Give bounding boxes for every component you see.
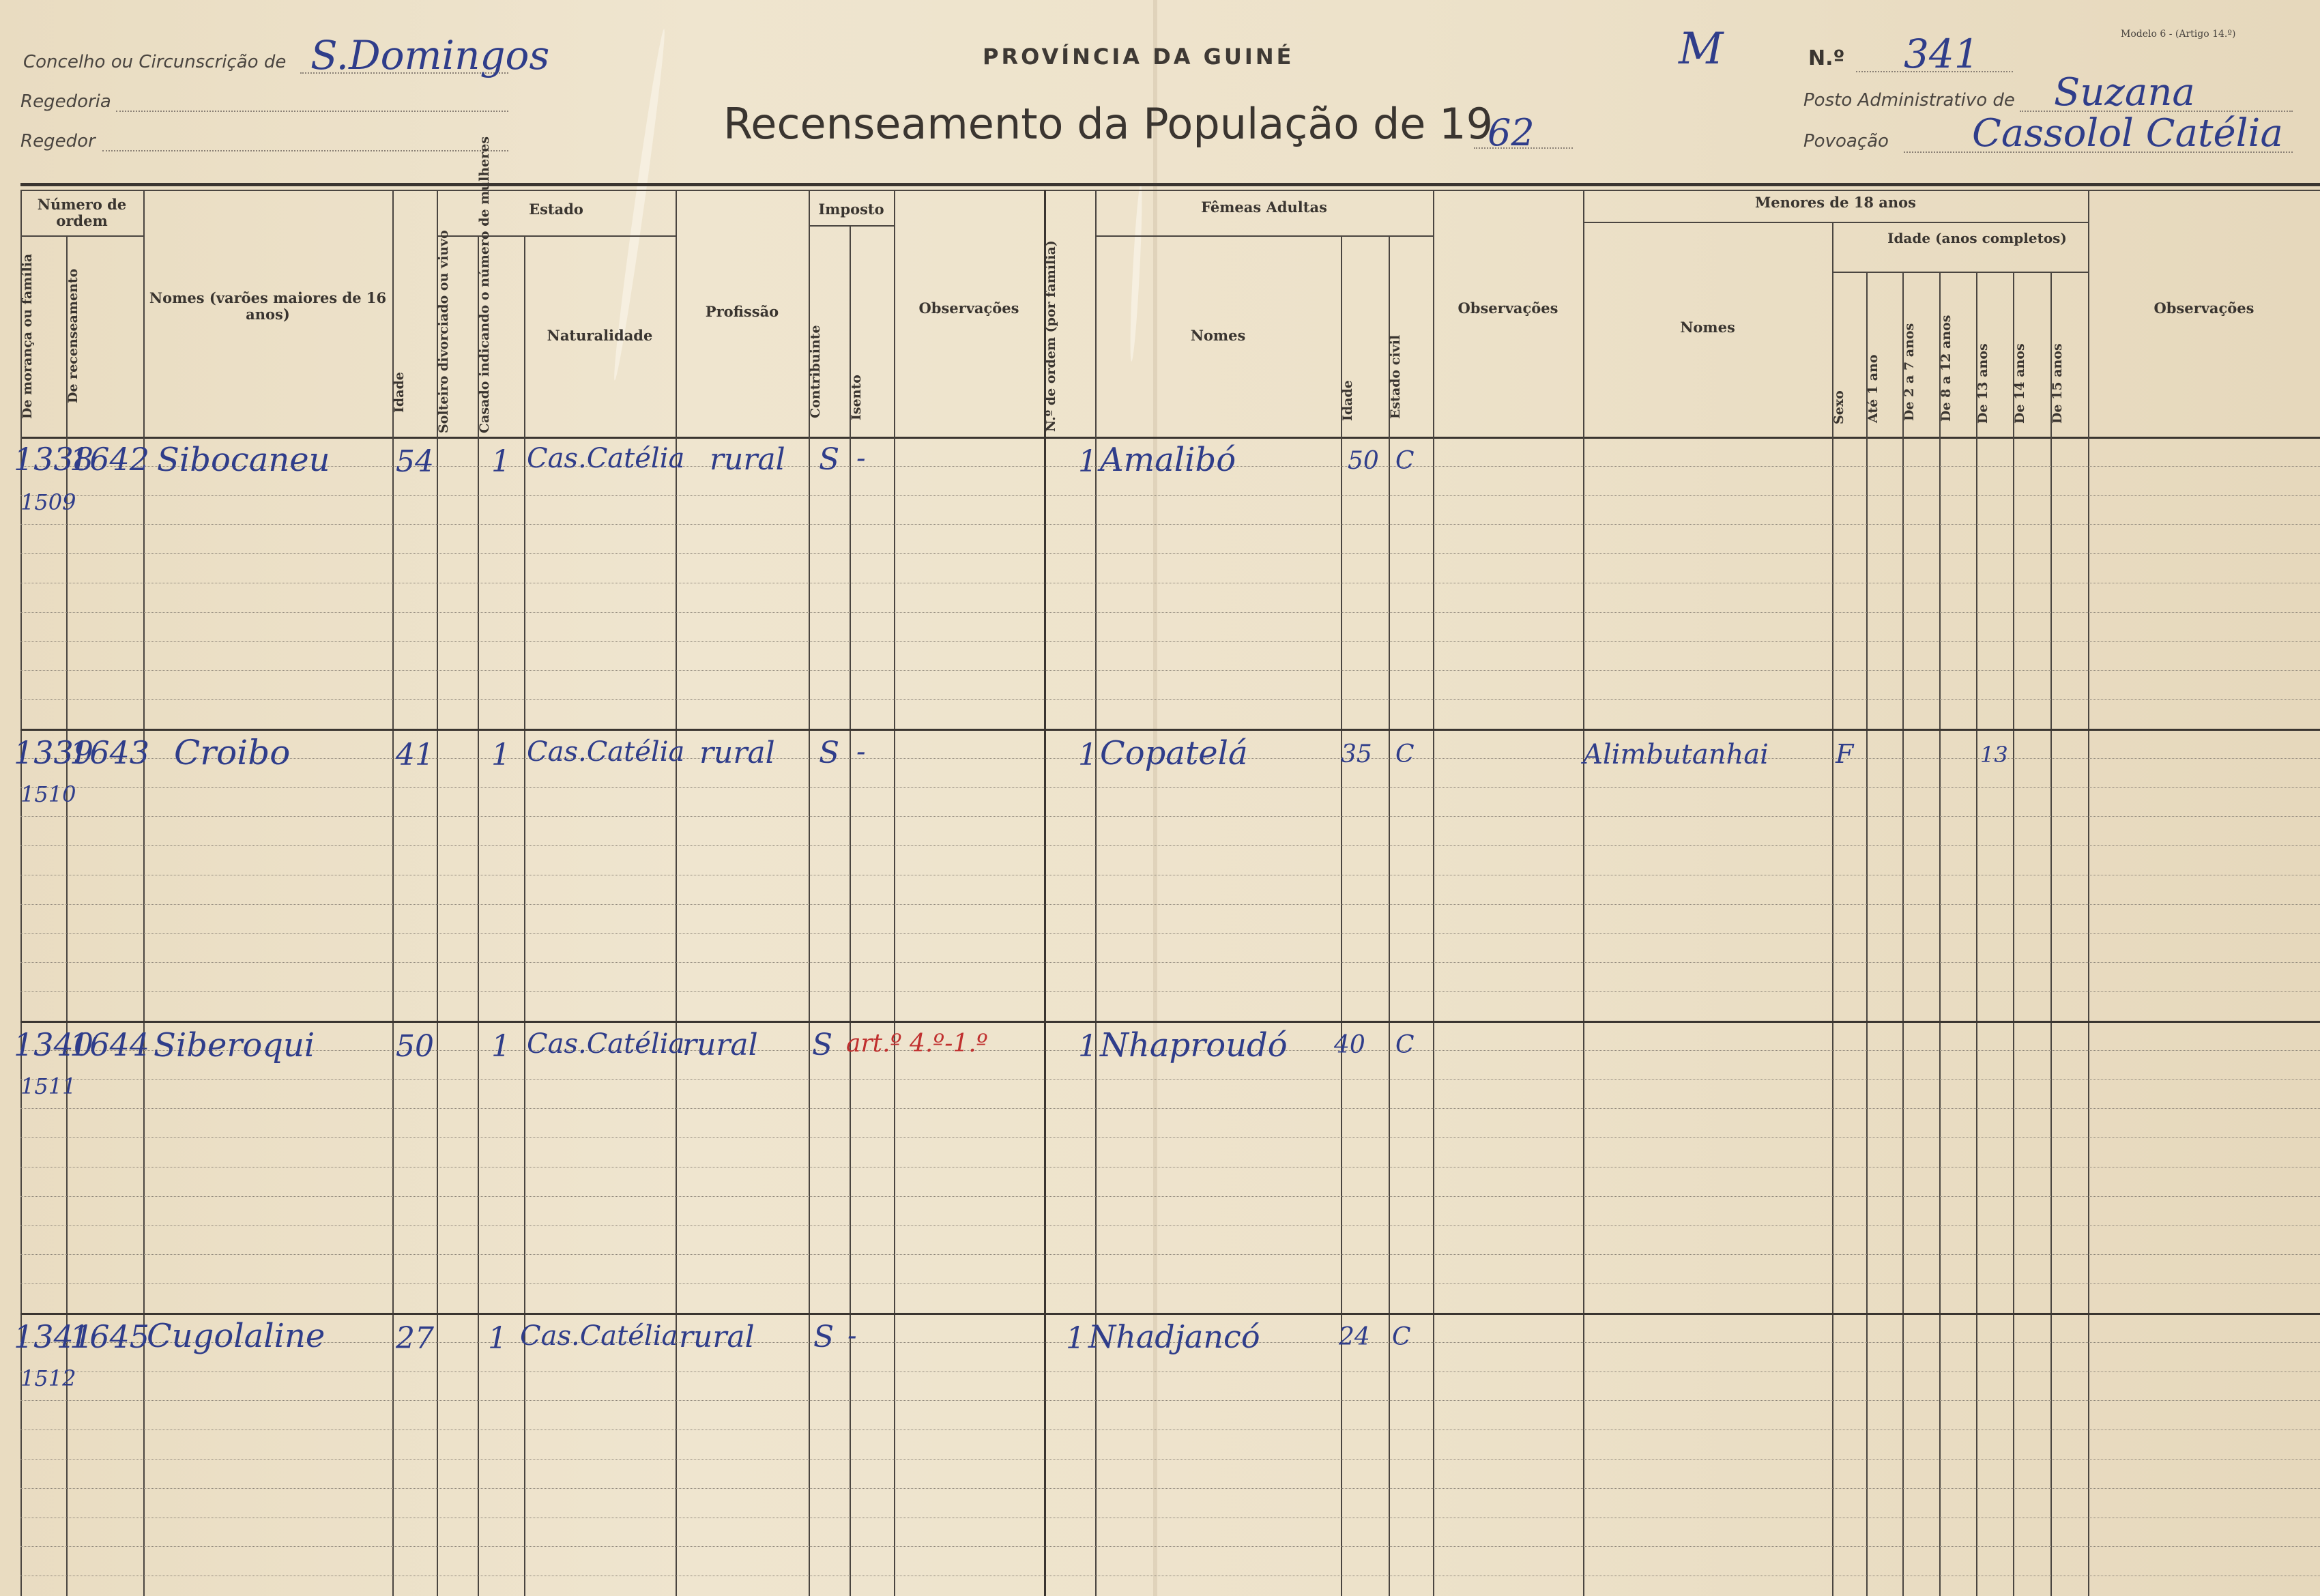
entry-contribuinte: S [813, 1320, 835, 1354]
entry-idade-femea: 35 [1341, 740, 1372, 768]
header-casado: Casado indicando o número de mulheres [477, 136, 492, 433]
entry-ordem-familia: 1 [1078, 738, 1097, 772]
entry-ordem-familia: 1 [1078, 444, 1097, 479]
header-observacoes-2: Observações [1458, 300, 1558, 317]
ruling-line [20, 641, 2320, 642]
header-rule [1832, 272, 2088, 273]
header-de-2-a-7: De 2 a 7 anos [1902, 323, 1917, 421]
header-isento: Isento [849, 375, 864, 420]
ruling-line [20, 612, 2320, 613]
header-menores: Menores de 18 anos [1754, 194, 1917, 211]
ruling-line [20, 1225, 2320, 1226]
header-rule [437, 235, 676, 237]
col-line [143, 190, 145, 1596]
header-de-13: De 13 anos [1975, 343, 1990, 424]
entry-recenseamento: 1642 [70, 441, 150, 478]
header-nomes-femeas: Nomes [1190, 327, 1246, 344]
entry-nome: Siberoqui [154, 1026, 315, 1064]
col-line [66, 235, 68, 1596]
header-idade-femeas: Idade [1340, 380, 1355, 422]
entry-nome: Croibo [174, 733, 291, 772]
povoacao-value: Cassolol Catélia [1972, 111, 2283, 156]
entry-contribuinte: S [819, 736, 840, 770]
ruling-line [20, 1488, 2320, 1489]
header-de-recenseamento: De recenseamento [66, 268, 81, 404]
entry-nome: Sibocaneu [157, 441, 330, 479]
entry-ordem-familia: 1 [1078, 1029, 1097, 1064]
entry-recenseamento: 1643 [70, 734, 150, 771]
entry-idade-femea: 24 [1339, 1323, 1370, 1351]
entry-naturalidade: Cas.Catélia [527, 736, 685, 768]
entry-profissao: rural [699, 736, 775, 770]
entry-menor-sexo: F [1836, 739, 1854, 769]
ruling-line [20, 1196, 2320, 1197]
header-no-ordem-familia: N.º de ordem (por família) [1043, 240, 1058, 432]
header-naturalidade: Naturalidade [547, 327, 653, 344]
numero-label: N.º [1808, 46, 1845, 70]
header-sexo: Sexo [1831, 390, 1846, 425]
ruling-line [20, 787, 2320, 788]
entry-menor-nome: Alimbutanhai [1583, 739, 1769, 770]
header-rule [20, 235, 143, 237]
col-line [1095, 190, 1097, 1596]
header-rule [1583, 222, 2088, 223]
entry-isento: - [847, 1320, 857, 1352]
entry-estado-civil: C [1392, 1323, 1411, 1351]
table-top-border [20, 183, 2320, 186]
regedor-label: Regedor [20, 131, 96, 151]
entry-casado: 1 [491, 738, 510, 772]
header-de-8-a-12: De 8 a 12 anos [1939, 315, 1954, 422]
header-nomes-menores: Nomes [1680, 319, 1735, 336]
regedoria-label: Regedoria [20, 91, 111, 112]
ruling-line [20, 1459, 2320, 1460]
ruling-line [20, 699, 2320, 700]
col-line [1433, 190, 1434, 1596]
entry-casado: 1 [488, 1321, 507, 1356]
entry-menor-idade: 13 [1980, 742, 2008, 768]
province-title: PROVÍNCIA DA GUINÉ [983, 44, 1294, 70]
entry-observacao: art.º 4.º-1.º [846, 1030, 988, 1058]
entry-separator [20, 1313, 2320, 1315]
regedor-line [102, 150, 508, 151]
entry-idade-femea: 50 [1348, 447, 1379, 475]
posto-label: Posto Administrativo de [1803, 90, 2015, 111]
modelo-label: Modelo 6 - (Artigo 14.º) [2121, 29, 2236, 40]
col-line [1389, 235, 1390, 1596]
entry-recenseamento: 1644 [70, 1026, 150, 1063]
col-line [524, 235, 525, 1596]
col-line [478, 235, 479, 1596]
header-estado-civil: Estado civil [1388, 334, 1403, 420]
col-line [676, 190, 677, 1596]
entry-idade: 50 [396, 1029, 434, 1064]
entry-estado-civil: C [1395, 1031, 1415, 1059]
entry-naturalidade: Cas.Catélia [527, 1028, 685, 1060]
entry-moranca: 1341 [14, 1318, 94, 1355]
numero-value: 341 [1904, 31, 1980, 77]
ruling-line [20, 991, 2320, 992]
header-estado: Estado [529, 201, 583, 218]
header-numero-ordem: Número de ordem [37, 196, 127, 230]
entry-moranca-sub: 1511 [20, 1073, 76, 1099]
header-de-14: De 14 anos [2012, 343, 2027, 424]
entry-estado-civil: C [1395, 740, 1415, 768]
posto-value: Suzana [2054, 70, 2195, 115]
ruling-line [20, 904, 2320, 905]
entry-nome: Cugolaline [147, 1317, 325, 1355]
initials-mark: M [1679, 24, 1724, 74]
ruling-line [20, 962, 2320, 963]
header-idade-menores: Idade (anos completos) [1887, 230, 2067, 246]
ruling-line [20, 553, 2320, 554]
entry-isento: - [856, 736, 866, 768]
entry-isento: - [856, 443, 866, 474]
entry-moranca-sub: 1512 [20, 1365, 76, 1391]
entry-femea: Nhadjancó [1088, 1318, 1260, 1355]
header-ate-1-ano: Até 1 ano [1866, 354, 1881, 424]
entry-profissao: rural [679, 1320, 755, 1354]
header-contribuinte: Contribuinte [808, 325, 823, 419]
col-line [1583, 190, 1584, 1596]
header-bottom-border [20, 437, 2320, 439]
year-value: 62 [1488, 111, 1535, 154]
entry-contribuinte: S [819, 442, 840, 477]
entry-idade-femea: 40 [1334, 1031, 1365, 1059]
povoacao-label: Povoação [1803, 131, 1889, 151]
entry-moranca-sub: 1509 [20, 489, 76, 515]
entry-casado: 1 [491, 1029, 510, 1064]
ruling-line [20, 1254, 2320, 1255]
header-imposto: Imposto [818, 201, 884, 218]
ruling-line [20, 1283, 2320, 1284]
regedoria-line [116, 111, 508, 112]
header-profissao: Profissão [705, 303, 779, 320]
entry-idade: 41 [396, 738, 434, 772]
entry-femea: Amalibó [1100, 441, 1236, 479]
header-rule [809, 225, 894, 227]
entry-moranca: 1340 [14, 1026, 94, 1063]
header-observacoes-3: Observações [2154, 300, 2254, 317]
entry-profissao: rural [682, 1028, 758, 1062]
page-fold [1153, 0, 1157, 1596]
header-solteiro: Solteiro divorciado ou viuvo [436, 230, 451, 433]
entry-naturalidade: Cas.Catélia [527, 443, 685, 474]
header-idade: Idade [392, 372, 407, 413]
entry-estado-civil: C [1395, 447, 1415, 475]
entry-moranca: 1338 [14, 441, 94, 478]
entry-idade: 54 [396, 444, 434, 479]
entry-femea: Copatelá [1100, 734, 1248, 772]
entry-naturalidade: Cas.Catélia [520, 1320, 678, 1352]
header-de-moranca: De morança ou família [20, 253, 35, 419]
concelho-label: Concelho ou Circunscrição de [23, 52, 287, 72]
entry-recenseamento: 1645 [70, 1318, 150, 1355]
header-observacoes: Observações [918, 300, 1019, 317]
header-femeas-adultas: Fêmeas Adultas [1201, 199, 1327, 216]
entry-separator [20, 729, 2320, 731]
col-line [2088, 190, 2089, 1596]
concelho-value: S.Domingos [310, 32, 550, 78]
col-line [1341, 235, 1342, 1596]
table-top-border-inner [20, 190, 2320, 191]
entry-femea: Nhaproudó [1100, 1026, 1288, 1064]
ruling-line [20, 670, 2320, 671]
entry-profissao: rural [710, 442, 785, 477]
entry-idade: 27 [396, 1321, 434, 1356]
header-de-15: De 15 anos [2050, 343, 2065, 424]
ruling-line [20, 524, 2320, 525]
entry-moranca-sub: 1510 [20, 781, 76, 807]
col-line [894, 190, 895, 1596]
ruling-line [20, 495, 2320, 496]
entry-ordem-familia: 1 [1066, 1321, 1085, 1356]
ruling-line [20, 816, 2320, 817]
ruling-line [20, 1079, 2320, 1080]
entry-contribuinte: S [812, 1028, 833, 1062]
ruling-line [20, 1400, 2320, 1401]
ruling-line [20, 933, 2320, 934]
main-title: Recenseamento da População de 19 [723, 99, 1494, 149]
entry-casado: 1 [491, 444, 510, 479]
ruling-line [20, 1137, 2320, 1138]
ruling-line [20, 1108, 2320, 1109]
entry-moranca: 1339 [14, 734, 94, 771]
header-rule [1095, 235, 1433, 237]
header-nomes-varoes: Nomes (varões maiores de 16 anos) [149, 289, 387, 323]
ruling-line [20, 1546, 2320, 1547]
ruling-line [20, 845, 2320, 846]
entry-separator [20, 1021, 2320, 1023]
